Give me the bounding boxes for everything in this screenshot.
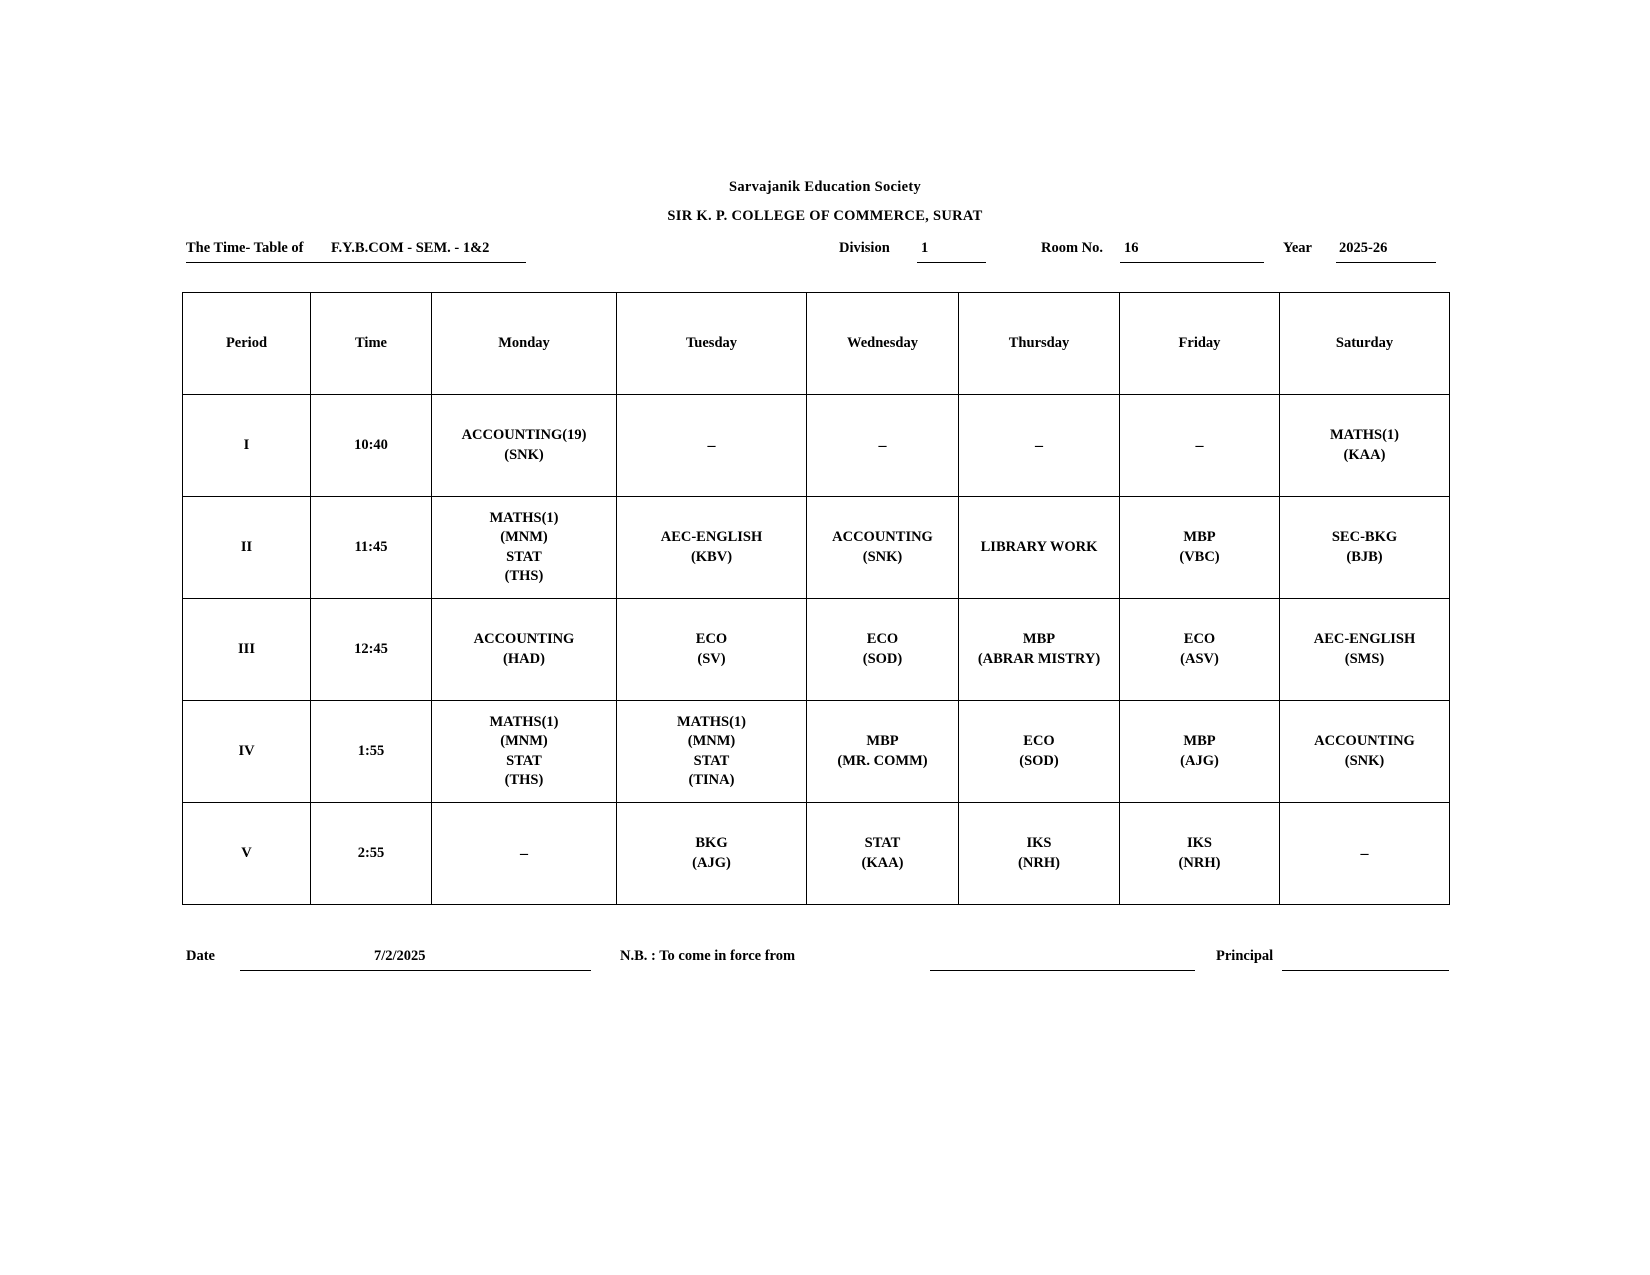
cell-text-line: AEC-ENGLISH [660, 529, 763, 545]
empty-slot-dash: – [1035, 436, 1043, 454]
table-row [183, 701, 1450, 803]
timetable-label: The Time- Table of [186, 240, 304, 256]
cell-text-line: (SV) [697, 650, 726, 667]
cell-text-line: (AJG) [692, 854, 731, 871]
cell-text-line: MATHS(1) [676, 713, 746, 730]
period-cell: II [183, 497, 311, 599]
college-name: SIR K. P. COLLEGE OF COMMERCE, SURAT [667, 208, 983, 224]
column-header: Tuesday [617, 293, 807, 395]
subject-cell [432, 395, 617, 497]
subject-cell [959, 395, 1120, 497]
empty-slot-dash: – [878, 436, 887, 454]
column-header: Time [311, 293, 432, 395]
cell-text-line: STAT [506, 752, 542, 769]
subject-cell [1120, 395, 1280, 497]
column-header: Saturday [1280, 293, 1450, 395]
time-cell: 11:45 [311, 497, 432, 599]
nb-label: N.B. : To come in force from [620, 948, 796, 964]
year-label: Year [1283, 240, 1312, 256]
division-value: 1 [921, 240, 929, 256]
empty-slot-dash: – [707, 436, 716, 454]
time-cell: 10:40 [311, 395, 432, 497]
cell-text-line: (BJB) [1346, 548, 1383, 565]
timetable-underline [186, 262, 526, 263]
cell-text-line: MATHS(1) [1329, 427, 1399, 443]
subject-cell [1280, 395, 1450, 497]
cell-text-line: (VBC) [1179, 548, 1220, 565]
table-row [183, 599, 1450, 701]
cell-text-line: STAT [506, 548, 542, 565]
cell-text-line: ECO [1183, 631, 1216, 647]
cell-text-line: (SNK) [504, 446, 544, 463]
subject-cell [1280, 803, 1450, 905]
period-cell: III [183, 599, 311, 701]
cell-text-line: MBP [866, 733, 899, 749]
period-cell: V [183, 803, 311, 905]
cell-text-line: ACCOUNTING [473, 631, 575, 647]
date-underline [240, 970, 591, 971]
column-header: Thursday [959, 293, 1120, 395]
date-label: Date [186, 948, 215, 964]
period-cell: IV [183, 701, 311, 803]
subject-cell [959, 803, 1120, 905]
cell-text-line: (SMS) [1344, 650, 1385, 667]
subject-cell [1120, 701, 1280, 803]
column-header: Friday [1120, 293, 1280, 395]
division-underline [917, 262, 986, 263]
cell-text-line: (ASV) [1180, 650, 1219, 667]
subject-cell [617, 497, 807, 599]
subject-cell [617, 803, 807, 905]
cell-text-line: (KBV) [690, 548, 733, 565]
cell-text-line: ACCOUNTING [832, 529, 933, 545]
cell-text-line: (SOD) [862, 650, 903, 667]
cell-text-line: (SOD) [1019, 752, 1059, 769]
subject-cell [959, 497, 1120, 599]
timetable-grid [182, 292, 1450, 905]
cell-text-line: (HAD) [503, 650, 545, 667]
room-value: 16 [1124, 240, 1139, 256]
society-name: Sarvajanik Education Society [728, 179, 922, 195]
subject-cell [617, 395, 807, 497]
table-row [183, 497, 1450, 599]
cell-text-line: LIBRARY WORK [980, 538, 1098, 555]
cell-text-line: (MR. COMM) [837, 752, 928, 769]
empty-slot-dash: – [520, 844, 528, 862]
table-row [183, 803, 1450, 905]
cell-text-line: IKS [1187, 835, 1212, 851]
cell-text-line: (THS) [504, 772, 544, 788]
time-cell: 1:55 [311, 701, 432, 803]
subject-cell [807, 497, 959, 599]
subject-cell [959, 701, 1120, 803]
cell-text-line: ACCOUNTING(19) [461, 427, 587, 443]
cell-text-line: MATHS(1) [489, 713, 559, 730]
subject-cell [1120, 599, 1280, 701]
timetable-value: F.Y.B.COM - SEM. - 1&2 [331, 240, 490, 256]
cell-text-line: MATHS(1) [489, 509, 559, 526]
subject-cell [1120, 497, 1280, 599]
room-underline [1120, 262, 1264, 263]
subject-cell [432, 701, 617, 803]
subject-cell [617, 701, 807, 803]
cell-text-line: BKG [695, 835, 728, 851]
subject-cell [1280, 599, 1450, 701]
subject-cell [807, 395, 959, 497]
date-value: 7/2/2025 [374, 948, 426, 964]
division-label: Division [839, 240, 890, 256]
cell-text-line: (AJG) [1180, 752, 1219, 769]
cell-text-line: ECO [1023, 733, 1055, 749]
subject-cell [807, 599, 959, 701]
cell-text-line: (ABRAR MISTRY) [977, 650, 1101, 667]
cell-text-line: (MNM) [687, 733, 736, 749]
subject-cell [959, 599, 1120, 701]
period-cell: I [183, 395, 311, 497]
cell-text-line: MBP [1183, 529, 1216, 545]
cell-text-line: (SNK) [862, 548, 903, 565]
column-header: Period [183, 293, 311, 395]
force-date-underline [930, 970, 1195, 971]
subject-cell [1280, 497, 1450, 599]
subject-cell [617, 599, 807, 701]
year-underline [1336, 262, 1436, 263]
cell-text-line: AEC-ENGLISH [1313, 631, 1416, 647]
cell-text-line: (MNM) [500, 529, 548, 545]
cell-text-line: (KAA) [1343, 446, 1386, 463]
cell-text-line: MBP [1183, 733, 1216, 749]
cell-text-line: SEC-BKG [1331, 529, 1398, 545]
cell-text-line: (NRH) [1178, 854, 1221, 871]
room-label: Room No. [1041, 240, 1104, 256]
cell-text-line: (MNM) [500, 733, 548, 749]
cell-text-line: (TINA) [688, 772, 735, 788]
cell-text-line: (SNK) [1344, 752, 1385, 769]
empty-slot-dash: – [1195, 436, 1204, 454]
empty-slot-dash: – [1360, 844, 1369, 862]
column-header: Wednesday [807, 293, 959, 395]
cell-text-line: (KAA) [861, 854, 904, 871]
subject-cell [1280, 701, 1450, 803]
time-cell: 2:55 [311, 803, 432, 905]
subject-cell [432, 599, 617, 701]
cell-text-line: ECO [695, 631, 728, 647]
cell-text-line: ACCOUNTING [1314, 733, 1415, 749]
subject-cell [807, 803, 959, 905]
cell-text-line: (NRH) [1018, 854, 1060, 871]
table-row [183, 395, 1450, 497]
principal-signature-underline [1282, 970, 1449, 971]
subject-cell [432, 497, 617, 599]
cell-text-line: MBP [1022, 631, 1056, 647]
principal-label: Principal [1216, 948, 1274, 964]
column-header: Monday [432, 293, 617, 395]
header-row [183, 293, 1450, 395]
time-cell: 12:45 [311, 599, 432, 701]
cell-text-line: ECO [866, 631, 899, 647]
subject-cell [1120, 803, 1280, 905]
year-value: 2025-26 [1339, 240, 1388, 256]
subject-cell [807, 701, 959, 803]
cell-text-line: IKS [1026, 835, 1052, 851]
cell-text-line: (THS) [504, 568, 544, 584]
cell-text-line: STAT [864, 835, 901, 851]
subject-cell [432, 803, 617, 905]
cell-text-line: STAT [693, 752, 730, 769]
